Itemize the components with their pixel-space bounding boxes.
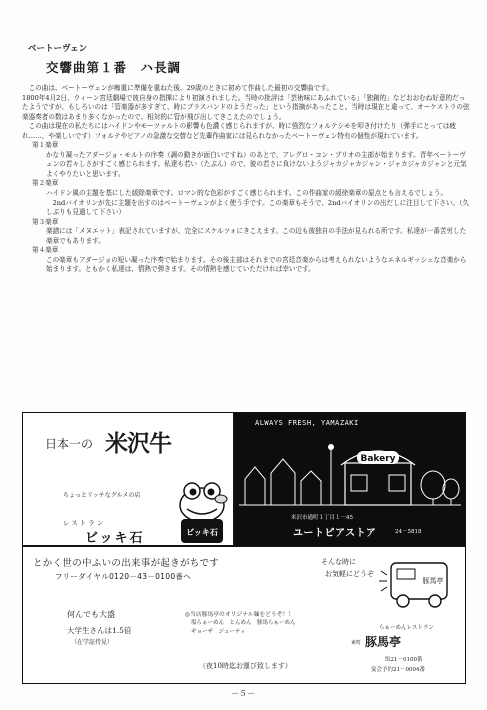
ad-ramen-name: 豚馬亭 [365,635,402,649]
movement-heading: 第１楽章 [32,141,59,150]
mascot-sign-text: ビッキ石 [186,528,218,537]
delivery-van-icon [375,551,461,613]
ad-menu-line: 塩らぁーめん とんめん 豚馬らぁーめん [191,620,296,626]
bakery-sign-text: Bakery [360,454,396,464]
ad-banquet-phone: 宴会予約21－0004番 [371,667,425,673]
movement-text: この楽章もアダージョの短い凝った序奏で始まります。その後主部はそれまでの宮廷音楽からは考えられないようなエネルギッシュな音楽から始まります。ともかく私達は、情熱で弾きます。その情熱を感じていただければ幸いです。 [46,255,467,274]
ad-headline: とかく世の中ふいの出来事が起きがちです [33,558,220,569]
movement-heading: 第３楽章 [32,217,59,226]
work-title: 交響曲第１番 ハ長調 [46,60,182,75]
intro-paragraph: この曲は現在の私たちにはハイドンやモーツァルトの影響も色濃く感じられますが、時に強烈なフォルテシモを叩き付けたり（弾手にとっては疲れ……，や楽しいです）フォルテやピアノの急激な交替など先輩作曲家には見られなかったベートーヴェン特有の個性が現れています。 [22,122,456,140]
ad-student-note: （在学証持見） [71,639,114,646]
van-label-text: 豚馬亭 [422,577,444,585]
ad-brand-name: 米沢牛 [105,430,171,457]
ad-promo-line: ◎当店豚馬亭のオリジナル麺をどうぞ！！ [185,612,295,618]
movement-text: かなり凝ったアダージョ・モルトの序奏（調の動きが面白いですね）のあとで、アレグロ・コン・ブリオの主部が始まります。青年ベートーヴェンの若々しさがすごく感じられます。私達も若い（たぶん）ので、彼の若さに負けないようジャカジャカジャン・ジャカジャカジャンと元気よくやりたいと思います。 [46,150,467,178]
ad-free-dial: フリーダイヤル0120－43－0100番へ [55,572,191,581]
intro-paragraph: 1800年4月2日、ウィーン宮廷劇場で彼自身の指揮により初演されました。当時の批評は「芸術味にあふれている」「独創的」などおおむね好意的だったようですが、もしろいのは「管楽器が多すぎて、時にブラスバンドのようだった」という指摘があったこと。当時は現在と違って、オーケストラの弦楽器奏者の数はあまり多くなかったので、相対的に管が飛び出してきこえたのでしょう。 [22,93,470,121]
movement-text: 2ndバイオリンが先に主題を出すのはベートーヴェンがよく使う手です。この楽章もそうで、2ndバイオリンの出だしに注目して下さい。（久しぶりも見過して下さい） [46,198,469,217]
ad-restaurant-label: レストラン [63,519,106,527]
intro-paragraph: この曲は、ベートーヴェンが痴重に準備を重ねた後、29歳のときに初めて作曲した最初の交響曲です。 [28,84,333,92]
movement-text: 楽譜には「メヌエット」表記されていますが、完全にスケルツォにきこえます。この辺も彼独自の手法が見られる所です。私達が一番苦労した楽章でもあります。 [46,227,467,245]
ad-restaurant-name: ビッキ石 [85,531,145,546]
ad-when-text: そんな時に [321,558,356,566]
ad-ramen-label: らぁーめんレストラン [379,625,434,631]
ad-call-text: お気軽にどうぞ [325,570,374,578]
ad-phone: ℡21－0100番 [385,657,423,663]
ad-ramen-restaurant [22,546,466,684]
program-notes [22,84,470,275]
store-name: ユートピアストア [293,528,377,539]
ad-large-serving: 何んでも大盛 [67,610,115,619]
storefront-illustration [235,429,465,511]
composer-name: ベートーヴェン [28,44,88,54]
store-phone: 24－5818 [395,529,422,535]
movement-heading: 第４楽章 [32,246,59,255]
page-number: －５－ [231,689,255,698]
ad-student-offer: 大学生さんは1.5倍 [67,626,132,635]
movement-heading: 第２楽章 [32,179,59,188]
ad-delivery-hours: （夜10時迄お運び致します） [199,662,292,670]
ad-ramen-place: 東町 [351,640,362,646]
ad-utopia-store [234,412,466,546]
store-address: 米沢市通町１丁目１－45 [291,515,353,521]
ad-yonezawa-beef [22,412,234,546]
ad-tagline: ちょっとリッチなグルメの店 [63,492,141,499]
movement-text: ハイドン風の主題を基にした緩除楽章です。ロマン的な色彩がすごく感じられます。この作曲家の緩徐楽章の原点とも言えるでしょう。 [46,189,448,198]
frog-mascot-icon [173,475,231,545]
ad-brand-prefix: 日本一の [45,437,94,451]
store-slogan: ALWAYS FRESH, YAMAZAKI [255,419,359,427]
ad-menu-line: ギョーザ ジューティ [191,629,246,635]
